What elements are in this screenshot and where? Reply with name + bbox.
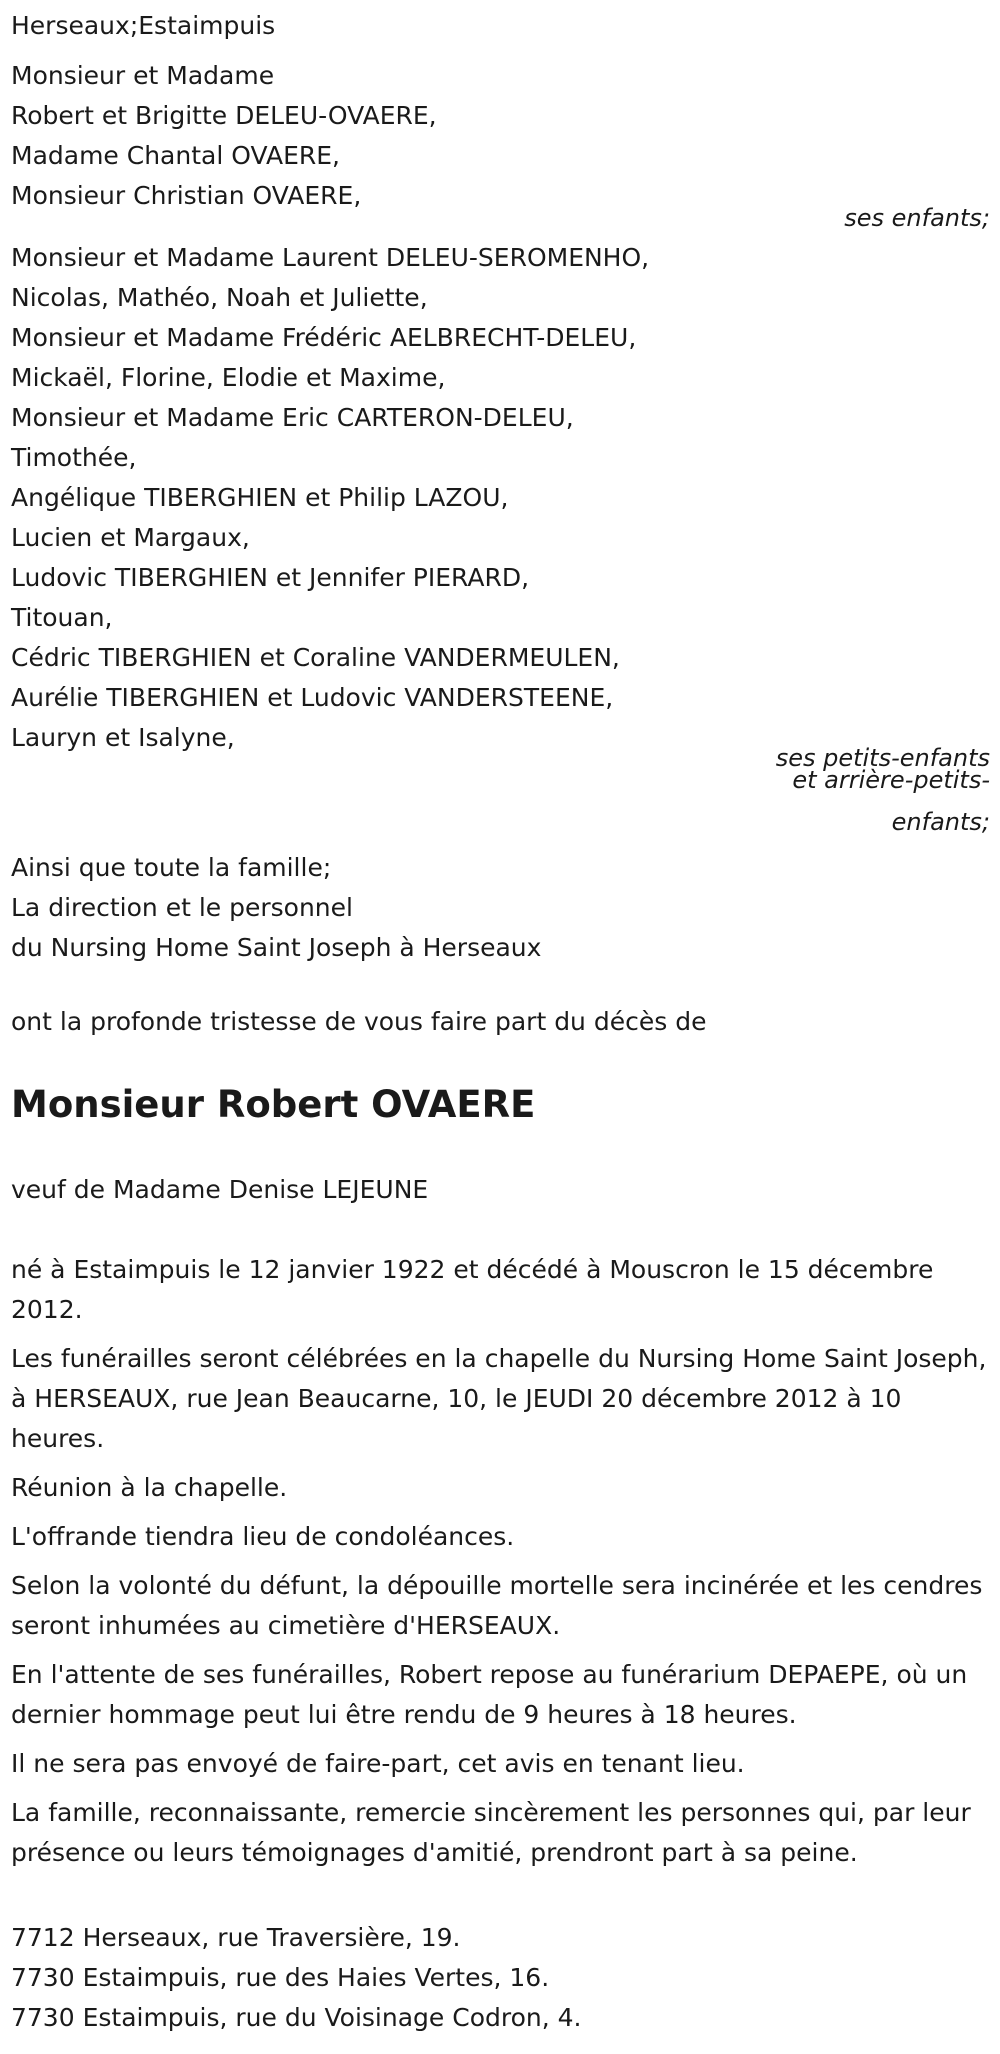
funeral-text: Les funérailles seront célébrées en la chapelle du Nursing Home Saint Joseph, à HERSEAUX, rue Jean Beaucarne, 10, le JEUDI 20 décembre 2012 à 10 heures. — [11, 1344, 987, 1453]
announcement-text: ont la profonde tristesse de vous faire part du décès de — [11, 1007, 707, 1036]
grandchildren-line: Nicolas, Mathéo, Noah et Juliette, — [11, 283, 428, 312]
meeting-text: Réunion à la chapelle. — [11, 1473, 288, 1502]
grandchildren-line: Mickaël, Florine, Elodie et Maxime, — [11, 363, 446, 392]
grandchildren-role-line: et arrière-petits- — [792, 766, 990, 794]
announcement-block — [11, 1002, 991, 1042]
details-section — [11, 1250, 991, 1873]
children-line: Robert et Brigitte DELEU-OVAERE, — [11, 101, 437, 130]
grandchildren-role-line: ses petits-enfants — [775, 744, 990, 772]
children-line: Monsieur Christian OVAERE, — [11, 181, 362, 210]
header-place-block — [11, 6, 991, 46]
family-list — [11, 848, 991, 968]
address-line: 7730 Estaimpuis, rue des Haies Vertes, 16. — [11, 1963, 550, 1992]
children-line: Monsieur et Madame — [11, 61, 275, 90]
address-line: 7712 Herseaux, rue Traversière, 19. — [11, 1923, 461, 1952]
no-letter-text: Il ne sera pas envoyé de faire-part, cet avis en tenant lieu. — [11, 1749, 745, 1778]
widower-text: veuf de Madame Denise LEJEUNE — [11, 1175, 429, 1204]
grandchildren-line: Lauryn et Isalyne, — [11, 723, 235, 752]
grandchildren-role-line: enfants; — [891, 808, 990, 836]
offering-text: L'offrande tiendra lieu de condoléances. — [11, 1522, 515, 1551]
grandchildren-line: Monsieur et Madame Eric CARTERON-DELEU, — [11, 403, 574, 432]
grandchildren-line: Cédric TIBERGHIEN et Coraline VANDERMEULEN, — [11, 643, 620, 672]
grandchildren-line: Monsieur et Madame Frédéric AELBRECHT-DELEU, — [11, 323, 637, 352]
addresses-list — [11, 1918, 991, 2038]
widower-block — [11, 1170, 991, 1210]
grandchildren-list — [11, 238, 991, 758]
cremation-text: Selon la volonté du défunt, la dépouille mortelle sera incinérée et les cendres seront inhumées au cimetière d'HERSEAUX. — [11, 1571, 983, 1640]
grandchildren-role — [590, 743, 990, 837]
deceased-name: Monsieur Robert OVAERE — [11, 1083, 536, 1126]
grandchildren-line: Titouan, — [11, 603, 113, 632]
birth-death-text: né à Estaimpuis le 12 janvier 1922 et décédé à Mouscron le 15 décembre 2012. — [11, 1255, 934, 1324]
grandchildren-line: Timothée, — [11, 443, 137, 472]
address-line: 7730 Estaimpuis, rue du Voisinage Codron, 4. — [11, 2003, 582, 2032]
family-line: du Nursing Home Saint Joseph à Herseaux — [11, 933, 542, 962]
children-line: Madame Chantal OVAERE, — [11, 141, 340, 170]
funerarium-text: En l'attente de ses funérailles, Robert repose au funérarium DEPAEPE, où un dernier hommage peut lui être rendu de 9 heures à 18 heures. — [11, 1660, 968, 1729]
children-list — [11, 56, 991, 216]
grandchildren-line: Aurélie TIBERGHIEN et Ludovic VANDERSTEENE, — [11, 683, 614, 712]
header-place: Herseaux;Estaimpuis — [11, 11, 276, 40]
grandchildren-line: Angélique TIBERGHIEN et Philip LAZOU, — [11, 483, 509, 512]
thanks-text: La famille, reconnaissante, remercie sincèrement les personnes qui, par leur présence ou leurs témoignages d'amitié, prendront part à sa peine. — [11, 1798, 971, 1867]
family-line: La direction et le personnel — [11, 893, 353, 922]
children-role: ses enfants; — [844, 204, 990, 232]
grandchildren-line: Lucien et Margaux, — [11, 523, 250, 552]
grandchildren-line: Monsieur et Madame Laurent DELEU-SEROMENHO, — [11, 243, 650, 272]
family-line: Ainsi que toute la famille; — [11, 853, 332, 882]
grandchildren-line: Ludovic TIBERGHIEN et Jennifer PIERARD, — [11, 563, 530, 592]
